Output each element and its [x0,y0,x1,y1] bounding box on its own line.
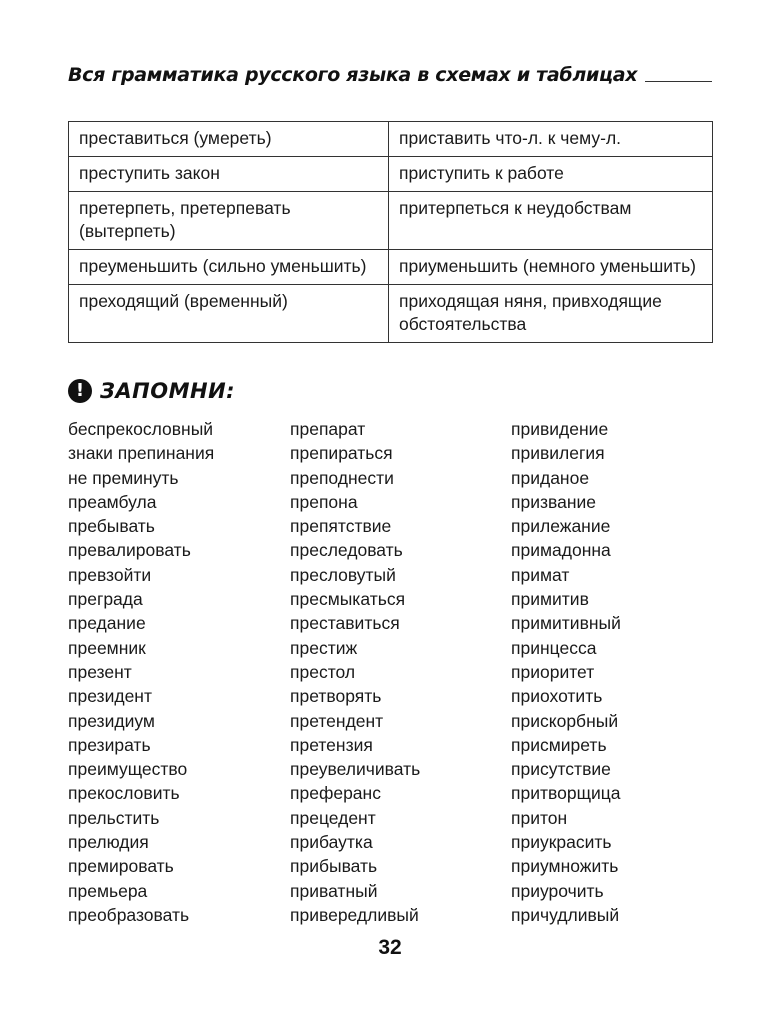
list-item: преимущество [68,759,188,780]
list-item: привередливый [290,904,419,925]
table-cell: приуменьшить (немного уменьшить) [389,250,713,285]
list-item: преставиться [290,613,400,634]
list-item: привидение [511,419,609,439]
list-item: примитив [511,589,589,610]
exclamation-icon: ! [68,379,92,403]
list-item: пресловутый [290,564,396,585]
list-item: прельстить [68,807,160,828]
list-item: принцесса [511,637,597,658]
table-row [69,192,713,250]
table-cell: претерпеть, претерпевать (вытерпеть) [69,192,389,250]
list-item: присмиреть [511,734,607,755]
word-list-column-1 [68,417,214,927]
list-item: приумножить [511,856,619,877]
list-item: президент [68,686,152,707]
table-row [69,157,713,192]
list-item: приватный [290,880,378,901]
list-item: препарат [290,419,366,439]
list-item: примат [511,564,570,585]
list-item: преследовать [290,540,403,561]
table-cell: притерпеться к неудобствам [389,192,713,250]
list-item: превзойти [68,564,152,585]
list-item: презент [68,661,132,682]
list-item: примадонна [511,540,611,561]
running-header [68,64,712,86]
list-item: претензия [290,734,373,755]
table-cell: преступить закон [69,157,389,192]
list-item: прискорбный [511,710,619,731]
list-item: престиж [290,637,358,658]
list-item: презирать [68,734,151,755]
list-item: пресмыкаться [290,589,406,610]
list-item: призвание [511,491,597,512]
list-item: превалировать [68,540,191,561]
list-item: премьера [68,880,148,901]
page-number: 32 [378,936,402,959]
list-item: причудливый [511,904,620,925]
table-cell: приставить что-л. к чему-л. [389,122,713,157]
list-item: преамбула [68,491,157,512]
list-item: прилежание [511,516,611,537]
list-item: беспрекословный [68,419,214,439]
word-list-column-3 [511,417,621,927]
list-item: преферанс [290,783,381,804]
list-item: претендент [290,710,384,731]
list-item: приукрасить [511,832,612,853]
list-item: прецедент [290,807,376,828]
table-cell: приходящая няня, привходящие обстоятельства [389,285,713,343]
header-rule [645,81,712,82]
list-item: преобразовать [68,904,190,925]
list-item: приурочить [511,880,604,901]
table-cell: преходящий (временный) [69,285,389,343]
list-item: преемник [68,637,146,658]
table-cell: преуменьшить (сильно уменьшить) [69,250,389,285]
list-item: претворять [290,686,382,707]
list-item: препона [290,491,358,512]
list-item: престол [290,661,356,682]
remember-label: ЗАПОМНИ: [100,379,236,403]
table-cell: преставиться (умереть) [69,122,389,157]
list-item: привилегия [511,443,605,464]
word-pairs-table [68,121,713,343]
table-row [69,285,713,343]
list-item: притворщица [511,783,621,804]
list-item: приохотить [511,686,603,707]
list-item: препятствие [290,516,392,537]
list-item: знаки препинания [68,443,215,464]
list-item: препираться [290,443,393,464]
list-item: пребывать [68,516,155,537]
table-row [69,122,713,157]
list-item: прибывать [290,856,378,877]
list-item: притон [511,807,568,828]
list-item: прекословить [68,783,180,804]
table-cell: приступить к работе [389,157,713,192]
list-item: предание [68,613,146,634]
list-item: не преминуть [68,467,179,488]
remember-heading [68,379,235,403]
list-item: преподнести [290,467,394,488]
list-item: прелюдия [68,832,149,853]
table-row [69,250,713,285]
list-item: премировать [68,856,174,877]
list-item: примитивный [511,613,621,634]
book-title: Вся грамматика русского языка в схемах и таблицах [68,64,638,86]
word-list-column-2 [290,417,420,927]
list-item: прибаутка [290,832,373,853]
list-item: присутствие [511,759,611,780]
list-item: преувеличивать [290,759,421,780]
list-item: приоритет [511,661,595,682]
list-item: преграда [68,589,143,610]
list-item: приданое [511,467,590,488]
list-item: президиум [68,710,155,731]
